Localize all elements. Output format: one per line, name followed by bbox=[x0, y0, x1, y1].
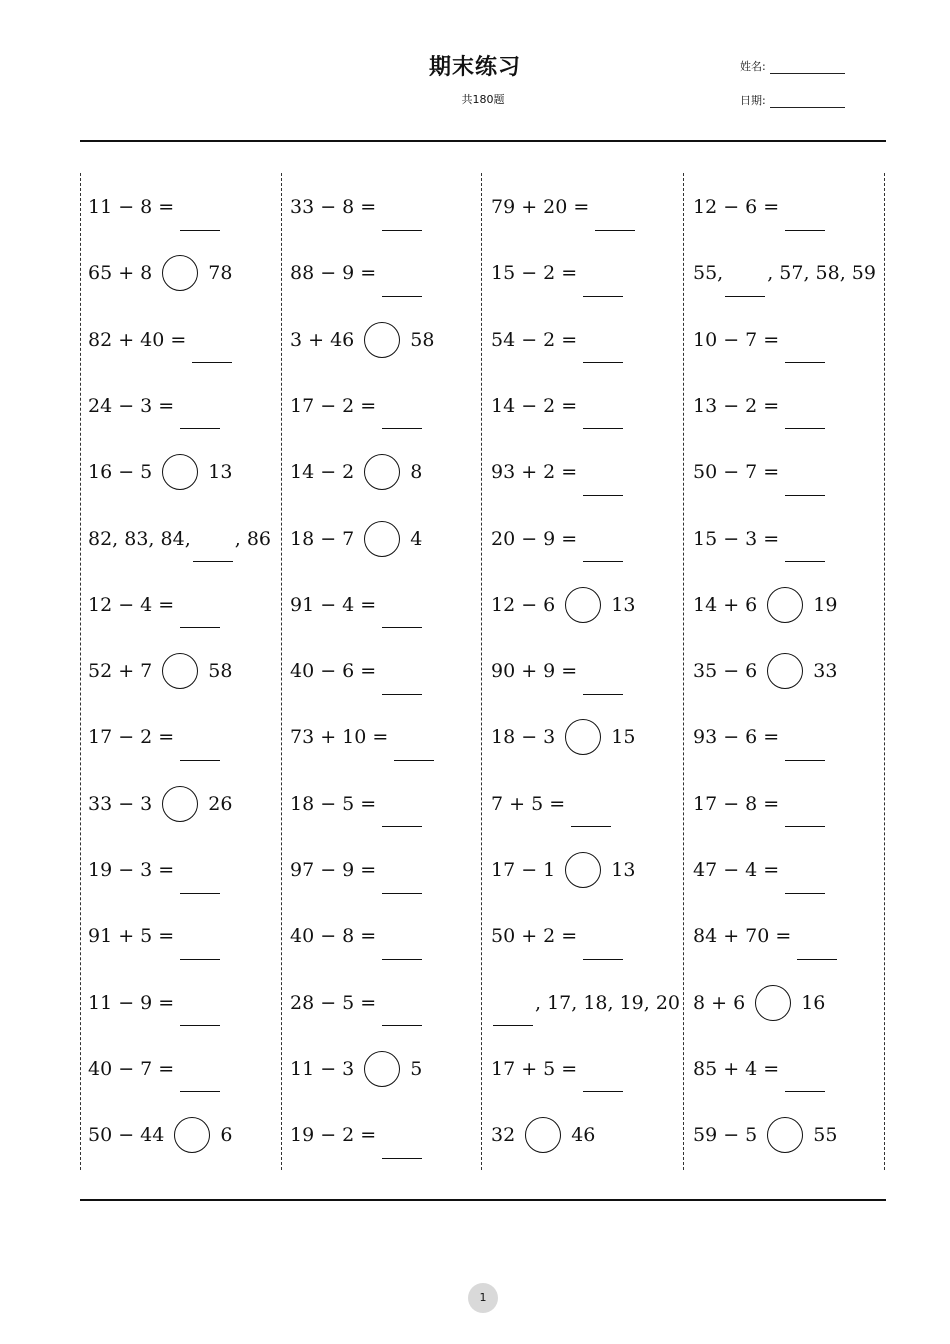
equation-text: 11 − 8 = bbox=[88, 196, 175, 218]
exercise-item bbox=[290, 251, 422, 295]
answer-blank[interactable] bbox=[180, 1003, 220, 1026]
equation-text: 97 − 9 = bbox=[290, 859, 377, 881]
answer-blank[interactable] bbox=[382, 804, 422, 827]
exercise-item bbox=[88, 715, 220, 759]
answer-blank[interactable] bbox=[382, 274, 422, 297]
compare-circle[interactable] bbox=[525, 1117, 561, 1153]
compare-circle[interactable] bbox=[364, 322, 400, 358]
compare-left: 16 − 5 bbox=[88, 461, 153, 484]
answer-blank[interactable] bbox=[382, 406, 422, 429]
exercise-item bbox=[88, 649, 232, 693]
exercise-item bbox=[290, 715, 434, 759]
exercise-item bbox=[693, 517, 825, 561]
answer-blank[interactable] bbox=[583, 1069, 623, 1092]
exercise-item bbox=[290, 517, 422, 561]
compare-circle[interactable] bbox=[767, 1117, 803, 1153]
answer-blank[interactable] bbox=[785, 340, 825, 363]
answer-blank[interactable] bbox=[382, 1003, 422, 1026]
equation-text: 91 − 4 = bbox=[290, 593, 377, 616]
sequence-after: , 57, 58, 59 bbox=[767, 262, 876, 285]
compare-circle[interactable] bbox=[162, 653, 198, 689]
exercise-item bbox=[693, 251, 876, 295]
equation-text: 33 − 8 = bbox=[290, 196, 377, 218]
date-line[interactable] bbox=[770, 97, 845, 108]
exercise-item bbox=[693, 914, 837, 958]
exercise-item bbox=[693, 981, 825, 1025]
column-separator bbox=[281, 173, 282, 1170]
compare-right: 58 bbox=[410, 328, 435, 351]
exercise-item bbox=[693, 782, 825, 826]
answer-blank[interactable] bbox=[785, 539, 825, 562]
equation-text: 50 − 7 = bbox=[693, 461, 780, 484]
compare-left: 65 + 8 bbox=[88, 262, 153, 285]
compare-left: 59 − 5 bbox=[693, 1124, 758, 1147]
equation-text: 82 + 40 = bbox=[88, 328, 187, 351]
sequence-before: 82, 83, 84, bbox=[88, 527, 191, 550]
column-separator bbox=[481, 173, 482, 1170]
exercise-item bbox=[290, 583, 422, 627]
answer-blank[interactable] bbox=[785, 406, 825, 429]
sequence-blank[interactable] bbox=[193, 539, 233, 562]
equation-text: 18 − 5 = bbox=[290, 792, 377, 815]
answer-blank[interactable] bbox=[785, 738, 825, 761]
compare-right: 6 bbox=[220, 1124, 233, 1147]
equation-text: 90 + 9 = bbox=[491, 660, 578, 683]
exercise-item bbox=[491, 251, 623, 295]
answer-blank[interactable] bbox=[583, 340, 623, 363]
compare-circle[interactable] bbox=[364, 1051, 400, 1087]
answer-blank[interactable] bbox=[583, 274, 623, 297]
answer-blank[interactable] bbox=[180, 738, 220, 761]
equation-text: 15 − 3 = bbox=[693, 527, 780, 550]
compare-left: 32 bbox=[491, 1124, 516, 1147]
exercise-item bbox=[491, 649, 623, 693]
date-label: 日期: bbox=[740, 94, 766, 107]
compare-left: 50 − 44 bbox=[88, 1124, 165, 1147]
compare-right: 19 bbox=[813, 593, 838, 616]
equation-text: 91 + 5 = bbox=[88, 925, 175, 948]
compare-right: 58 bbox=[208, 660, 233, 683]
compare-circle[interactable] bbox=[162, 786, 198, 822]
compare-left: 18 − 7 bbox=[290, 527, 355, 550]
compare-circle[interactable] bbox=[565, 587, 601, 623]
equation-text: 17 + 5 = bbox=[491, 1057, 578, 1080]
top-divider bbox=[80, 140, 886, 142]
equation-text: 20 − 9 = bbox=[491, 527, 578, 550]
exercise-item bbox=[491, 318, 623, 362]
compare-right: 33 bbox=[813, 660, 838, 683]
compare-left: 33 − 3 bbox=[88, 792, 153, 815]
equation-text: 93 + 2 = bbox=[491, 461, 578, 484]
answer-blank[interactable] bbox=[180, 406, 220, 429]
answer-blank[interactable] bbox=[583, 937, 623, 960]
answer-blank[interactable] bbox=[571, 804, 611, 827]
equation-text: 19 − 2 = bbox=[290, 1124, 377, 1147]
exercise-item bbox=[491, 914, 623, 958]
exercise-item bbox=[290, 318, 434, 362]
compare-left: 14 − 2 bbox=[290, 461, 355, 484]
compare-left: 52 + 7 bbox=[88, 660, 153, 683]
compare-circle[interactable] bbox=[162, 255, 198, 291]
answer-blank[interactable] bbox=[180, 1069, 220, 1092]
exercise-item bbox=[693, 583, 837, 627]
column-separator bbox=[884, 173, 885, 1170]
equation-text: 40 − 7 = bbox=[88, 1057, 175, 1080]
exercise-item bbox=[693, 1047, 825, 1091]
answer-blank[interactable] bbox=[785, 1069, 825, 1092]
answer-blank[interactable] bbox=[583, 672, 623, 695]
compare-right: 8 bbox=[410, 461, 423, 484]
sequence-before: 55, bbox=[693, 262, 724, 285]
exercise-item bbox=[290, 1113, 422, 1157]
equation-text: 40 − 8 = bbox=[290, 925, 377, 948]
exercise-item bbox=[88, 384, 220, 428]
exercise-item bbox=[491, 782, 611, 826]
exercise-item bbox=[290, 981, 422, 1025]
equation-text: 19 − 3 = bbox=[88, 859, 175, 881]
compare-left: 35 − 6 bbox=[693, 660, 758, 683]
compare-right: 46 bbox=[571, 1124, 596, 1147]
answer-blank[interactable] bbox=[595, 208, 635, 231]
answer-blank[interactable] bbox=[797, 937, 837, 960]
equation-text: 14 − 2 = bbox=[491, 394, 578, 417]
answer-blank[interactable] bbox=[382, 605, 422, 628]
answer-blank[interactable] bbox=[180, 208, 220, 231]
equation-text: 54 − 2 = bbox=[491, 328, 578, 351]
exercise-item bbox=[491, 981, 680, 1025]
answer-blank[interactable] bbox=[180, 605, 220, 628]
exercise-item bbox=[290, 384, 422, 428]
column-separator bbox=[683, 173, 684, 1170]
exercise-item bbox=[290, 782, 422, 826]
answer-blank[interactable] bbox=[382, 937, 422, 960]
compare-circle[interactable] bbox=[755, 985, 791, 1021]
equation-text: 15 − 2 = bbox=[491, 262, 578, 285]
exercise-item bbox=[491, 384, 623, 428]
exercise-item bbox=[290, 649, 422, 693]
answer-blank[interactable] bbox=[785, 804, 825, 827]
compare-right: 78 bbox=[208, 262, 233, 285]
equation-text: 93 − 6 = bbox=[693, 726, 780, 749]
exercise-item bbox=[88, 1113, 232, 1157]
column-separator bbox=[80, 173, 81, 1170]
equation-text: 17 − 2 = bbox=[88, 726, 175, 749]
exercise-item bbox=[88, 517, 271, 561]
equation-text: 85 + 4 = bbox=[693, 1057, 780, 1080]
exercise-item bbox=[693, 715, 825, 759]
answer-blank[interactable] bbox=[583, 539, 623, 562]
exercise-item bbox=[693, 649, 837, 693]
equation-text: 12 − 6 = bbox=[693, 196, 780, 218]
exercise-item bbox=[88, 318, 232, 362]
compare-left: 14 + 6 bbox=[693, 593, 758, 616]
exercise-item bbox=[88, 848, 220, 892]
equation-text: 79 + 20 = bbox=[491, 196, 590, 218]
compare-right: 26 bbox=[208, 792, 233, 815]
exercise-item bbox=[88, 782, 232, 826]
equation-text: 13 − 2 = bbox=[693, 394, 780, 417]
answer-blank[interactable] bbox=[394, 738, 434, 761]
answer-blank[interactable] bbox=[382, 208, 422, 231]
name-line[interactable] bbox=[770, 63, 845, 74]
exercise-item bbox=[290, 848, 422, 892]
equation-text: 47 − 4 = bbox=[693, 859, 780, 881]
compare-right: 55 bbox=[813, 1124, 838, 1147]
answer-blank[interactable] bbox=[192, 340, 232, 363]
equation-text: 10 − 7 = bbox=[693, 328, 780, 351]
equation-text: 12 − 4 = bbox=[88, 593, 175, 616]
equation-text: 17 − 8 = bbox=[693, 792, 780, 815]
compare-circle[interactable] bbox=[364, 454, 400, 490]
page-number: 1 bbox=[468, 1283, 498, 1313]
equation-text: 73 + 10 = bbox=[290, 726, 389, 749]
answer-blank[interactable] bbox=[180, 937, 220, 960]
equation-text: 40 − 6 = bbox=[290, 660, 377, 683]
equation-text: 11 − 9 = bbox=[88, 991, 175, 1014]
exercise-item bbox=[88, 583, 220, 627]
compare-right: 16 bbox=[801, 991, 826, 1014]
name-label: 姓名: bbox=[740, 60, 766, 73]
compare-right: 13 bbox=[611, 859, 636, 881]
equation-text: 84 + 70 = bbox=[693, 925, 792, 948]
compare-circle[interactable] bbox=[162, 454, 198, 490]
exercise-item bbox=[693, 384, 825, 428]
exercise-item bbox=[88, 1047, 220, 1091]
bottom-divider bbox=[80, 1199, 886, 1201]
answer-blank[interactable] bbox=[382, 672, 422, 695]
exercise-item bbox=[290, 1047, 422, 1091]
exercise-item bbox=[88, 450, 232, 494]
exercise-item bbox=[88, 251, 232, 295]
compare-circle[interactable] bbox=[174, 1117, 210, 1153]
sequence-after: , 17, 18, 19, 20 bbox=[535, 991, 681, 1014]
answer-blank[interactable] bbox=[583, 406, 623, 429]
compare-right: 15 bbox=[611, 726, 636, 749]
exercise-item bbox=[491, 517, 623, 561]
exercise-item bbox=[491, 450, 623, 494]
exercise-item bbox=[88, 914, 220, 958]
page-title: 期末练习 bbox=[428, 55, 521, 80]
date-field[interactable] bbox=[740, 92, 845, 108]
exercise-item bbox=[290, 450, 422, 494]
exercise-item bbox=[491, 583, 635, 627]
compare-left: 18 − 3 bbox=[491, 726, 556, 749]
compare-left: 12 − 6 bbox=[491, 593, 556, 616]
exercise-item bbox=[491, 715, 635, 759]
exercise-item bbox=[693, 318, 825, 362]
question-count: 共180题 bbox=[461, 93, 505, 106]
exercise-item bbox=[693, 450, 825, 494]
compare-right: 4 bbox=[410, 527, 423, 550]
exercise-item bbox=[491, 185, 635, 229]
exercise-item bbox=[491, 848, 635, 892]
equation-text: 7 + 5 = bbox=[491, 792, 566, 815]
exercise-item bbox=[491, 1047, 623, 1091]
compare-left: 17 − 1 bbox=[491, 859, 556, 881]
exercise-item bbox=[290, 185, 422, 229]
exercise-item bbox=[693, 1113, 837, 1157]
answer-blank[interactable] bbox=[785, 871, 825, 894]
answer-blank[interactable] bbox=[382, 871, 422, 894]
exercise-item bbox=[88, 185, 220, 229]
sequence-blank[interactable] bbox=[493, 1003, 533, 1026]
compare-right: 5 bbox=[410, 1057, 423, 1080]
compare-left: 8 + 6 bbox=[693, 991, 746, 1014]
compare-left: 11 − 3 bbox=[290, 1057, 355, 1080]
exercise-item bbox=[491, 1113, 595, 1157]
compare-circle[interactable] bbox=[565, 719, 601, 755]
compare-circle[interactable] bbox=[767, 587, 803, 623]
answer-blank[interactable] bbox=[382, 1136, 422, 1159]
compare-right: 13 bbox=[208, 461, 233, 484]
compare-left: 3 + 46 bbox=[290, 328, 355, 351]
exercise-item bbox=[693, 848, 825, 892]
answer-blank[interactable] bbox=[785, 208, 825, 231]
name-field[interactable] bbox=[740, 58, 845, 74]
answer-blank[interactable] bbox=[583, 473, 623, 496]
equation-text: 17 − 2 = bbox=[290, 394, 377, 417]
compare-circle[interactable] bbox=[364, 521, 400, 557]
equation-text: 50 + 2 = bbox=[491, 925, 578, 948]
compare-circle[interactable] bbox=[767, 653, 803, 689]
sequence-blank[interactable] bbox=[725, 274, 765, 297]
equation-text: 88 − 9 = bbox=[290, 262, 377, 285]
compare-circle[interactable] bbox=[565, 852, 601, 888]
sequence-after: , 86 bbox=[234, 527, 271, 550]
equation-text: 28 − 5 = bbox=[290, 991, 377, 1014]
exercise-item bbox=[290, 914, 422, 958]
answer-blank[interactable] bbox=[180, 871, 220, 894]
exercise-item bbox=[693, 185, 825, 229]
exercise-item bbox=[88, 981, 220, 1025]
answer-blank[interactable] bbox=[785, 473, 825, 496]
compare-right: 13 bbox=[611, 593, 636, 616]
equation-text: 24 − 3 = bbox=[88, 394, 175, 417]
